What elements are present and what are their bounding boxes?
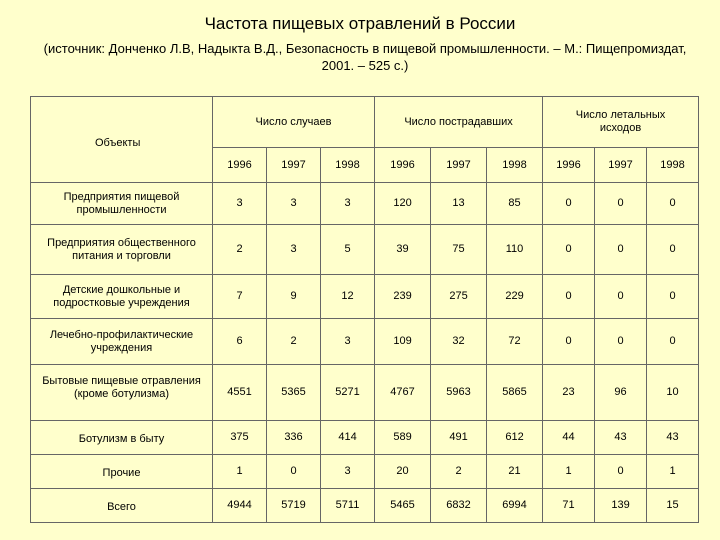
value-cell: 589 <box>375 421 431 455</box>
row-label: Предприятия общественного питания и торговли <box>31 225 213 275</box>
value-cell: 110 <box>487 225 543 275</box>
value-cell: 39 <box>375 225 431 275</box>
value-cell: 3 <box>213 183 267 225</box>
value-cell: 0 <box>647 225 699 275</box>
value-cell: 1 <box>543 455 595 489</box>
value-cell: 23 <box>543 365 595 421</box>
year-header: 1998 <box>487 148 543 183</box>
value-cell: 239 <box>375 275 431 319</box>
row-label: Прочие <box>31 455 213 489</box>
row-label: Всего <box>31 489 213 523</box>
value-cell: 75 <box>431 225 487 275</box>
value-cell: 0 <box>647 319 699 365</box>
value-cell: 3 <box>267 225 321 275</box>
value-cell: 0 <box>595 319 647 365</box>
value-cell: 3 <box>321 183 375 225</box>
value-cell: 1 <box>647 455 699 489</box>
value-cell: 5865 <box>487 365 543 421</box>
value-cell: 0 <box>647 275 699 319</box>
year-header: 1997 <box>431 148 487 183</box>
value-cell: 5711 <box>321 489 375 523</box>
year-header: 1996 <box>543 148 595 183</box>
group-header-cases: Число случаев <box>213 97 375 148</box>
year-header: 1998 <box>321 148 375 183</box>
group-header-deaths: Число летальных исходов <box>543 97 699 148</box>
value-cell: 4944 <box>213 489 267 523</box>
value-cell: 20 <box>375 455 431 489</box>
value-cell: 109 <box>375 319 431 365</box>
row-label: Бытовые пищевые отравления (кроме ботулизма) <box>31 365 213 421</box>
value-cell: 0 <box>595 275 647 319</box>
value-cell: 6994 <box>487 489 543 523</box>
row-label: Предприятия пищевой промышленности <box>31 183 213 225</box>
value-cell: 0 <box>543 319 595 365</box>
table-row <box>31 225 699 275</box>
value-cell: 43 <box>647 421 699 455</box>
value-cell: 4767 <box>375 365 431 421</box>
row-label: Лечебно-профилактические учреждения <box>31 319 213 365</box>
value-cell: 120 <box>375 183 431 225</box>
table-row <box>31 183 699 225</box>
page-title: Частота пищевых отравлений в России <box>204 14 516 33</box>
value-cell: 0 <box>267 455 321 489</box>
year-header: 1998 <box>647 148 699 183</box>
value-cell: 7 <box>213 275 267 319</box>
value-cell: 414 <box>321 421 375 455</box>
value-cell: 32 <box>431 319 487 365</box>
value-cell: 0 <box>543 225 595 275</box>
table-row <box>31 275 699 319</box>
value-cell: 96 <box>595 365 647 421</box>
value-cell: 43 <box>595 421 647 455</box>
value-cell: 0 <box>647 183 699 225</box>
value-cell: 12 <box>321 275 375 319</box>
value-cell: 3 <box>321 455 375 489</box>
table-row <box>31 489 699 523</box>
value-cell: 4551 <box>213 365 267 421</box>
objects-header-cell <box>31 97 213 183</box>
value-cell: 5271 <box>321 365 375 421</box>
value-cell: 5719 <box>267 489 321 523</box>
value-cell: 2 <box>431 455 487 489</box>
table-row <box>31 421 699 455</box>
year-header: 1996 <box>375 148 431 183</box>
value-cell: 1 <box>213 455 267 489</box>
value-cell: 3 <box>321 319 375 365</box>
value-cell: 5963 <box>431 365 487 421</box>
value-cell: 85 <box>487 183 543 225</box>
value-cell: 15 <box>647 489 699 523</box>
value-cell: 0 <box>543 275 595 319</box>
value-cell: 229 <box>487 275 543 319</box>
value-cell: 0 <box>595 225 647 275</box>
value-cell: 2 <box>213 225 267 275</box>
value-cell: 0 <box>595 183 647 225</box>
value-cell: 9 <box>267 275 321 319</box>
year-header: 1997 <box>267 148 321 183</box>
value-cell: 3 <box>267 183 321 225</box>
header-row-groups <box>31 97 699 148</box>
row-label: Ботулизм в быту <box>31 421 213 455</box>
source-citation: (источник: Донченко Л.В, Надыкта В.Д., Безопасность в пищевой промышленности. – М.: Пищепромиздат, 2001. – 525 с.) <box>43 41 687 73</box>
table-row <box>31 455 699 489</box>
year-header: 1996 <box>213 148 267 183</box>
objects-header: Объекты <box>95 137 141 149</box>
value-cell: 10 <box>647 365 699 421</box>
value-cell: 0 <box>543 183 595 225</box>
group-header-victims: Число пострадавших <box>375 97 543 148</box>
year-header: 1997 <box>595 148 647 183</box>
value-cell: 6 <box>213 319 267 365</box>
table-row <box>31 319 699 365</box>
value-cell: 5 <box>321 225 375 275</box>
value-cell: 0 <box>595 455 647 489</box>
value-cell: 375 <box>213 421 267 455</box>
value-cell: 2 <box>267 319 321 365</box>
value-cell: 71 <box>543 489 595 523</box>
value-cell: 139 <box>595 489 647 523</box>
value-cell: 13 <box>431 183 487 225</box>
value-cell: 5365 <box>267 365 321 421</box>
value-cell: 44 <box>543 421 595 455</box>
value-cell: 5465 <box>375 489 431 523</box>
value-cell: 6832 <box>431 489 487 523</box>
value-cell: 275 <box>431 275 487 319</box>
value-cell: 72 <box>487 319 543 365</box>
row-label: Детские дошкольные и подростковые учреждения <box>31 275 213 319</box>
value-cell: 612 <box>487 421 543 455</box>
value-cell: 336 <box>267 421 321 455</box>
value-cell: 491 <box>431 421 487 455</box>
value-cell: 21 <box>487 455 543 489</box>
table-body <box>31 183 699 523</box>
poisoning-table <box>30 96 699 523</box>
table-row <box>31 365 699 421</box>
